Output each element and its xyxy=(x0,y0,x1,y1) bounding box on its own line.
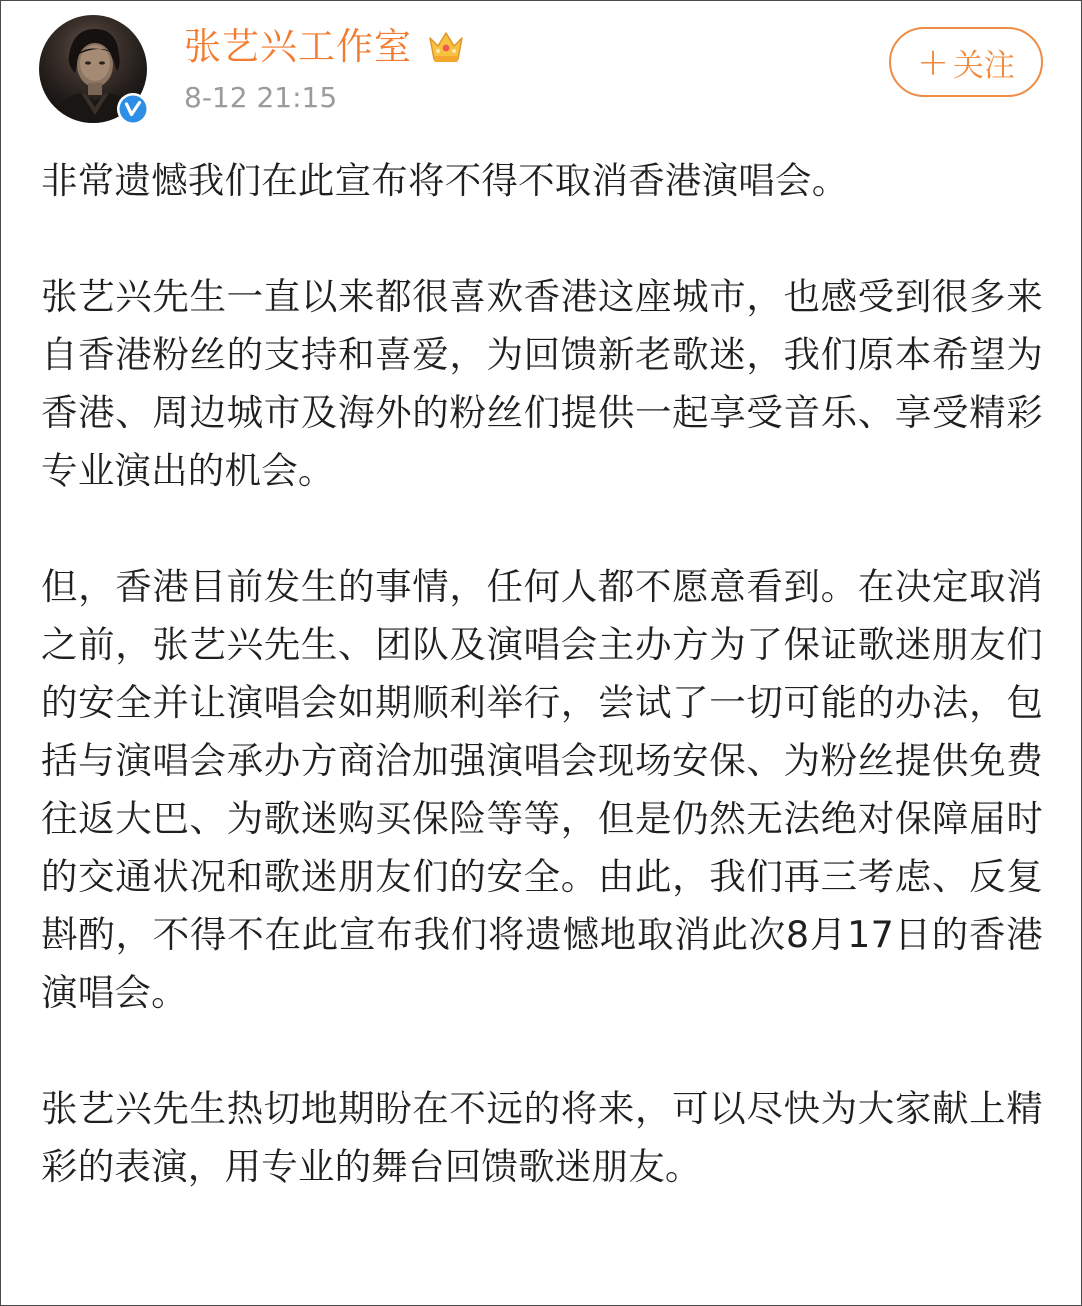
plus-icon: + xyxy=(917,40,949,84)
post-paragraph-1: 非常遗憾我们在此宣布将不得不取消香港演唱会。 xyxy=(41,159,849,202)
author-name[interactable]: 张艺兴工作室 xyxy=(184,25,412,68)
post-paragraph-4: 张艺兴先生热切地期盼在不远的将来，可以尽快为大家献上精彩的表演，用专业的舞台回馈歌迷朋友。 xyxy=(41,1087,1043,1188)
crown-icon[interactable] xyxy=(426,28,466,66)
post-header xyxy=(1,1,1081,131)
author-avatar[interactable] xyxy=(39,15,151,127)
post-timestamp: 8-12 21:15 xyxy=(184,81,338,114)
verified-badge-icon xyxy=(117,93,149,125)
follow-label: 关注 xyxy=(952,47,1015,84)
post-paragraph-3: 但，香港目前发生的事情，任何人都不愿意看到。在决定取消之前，张艺兴先生、团队及演唱会主办方为了保证歌迷朋友们的安全并让演唱会如期顺利举行，尝试了一切可能的办法，包括与演唱会承办方商洽加强演唱会现场安保、为粉丝提供免费往返大巴、为歌迷购买保险等等，但是仍然无法绝对保障届时的交通状况和歌迷朋友们的安全。由此，我们再三考虑、反复斟酌，不得不在此宣布我们将遗憾地取消此次8月17日的香港演唱会。 xyxy=(41,565,1043,1014)
post-paragraph-2: 张艺兴先生一直以来都很喜欢香港这座城市，也感受到很多来自香港粉丝的支持和喜爱，为回馈新老歌迷，我们原本希望为香港、周边城市及海外的粉丝们提供一起享受音乐、享受精彩专业演出的机会。 xyxy=(41,275,1043,492)
post-content xyxy=(41,152,1043,1196)
follow-button[interactable] xyxy=(889,27,1043,97)
